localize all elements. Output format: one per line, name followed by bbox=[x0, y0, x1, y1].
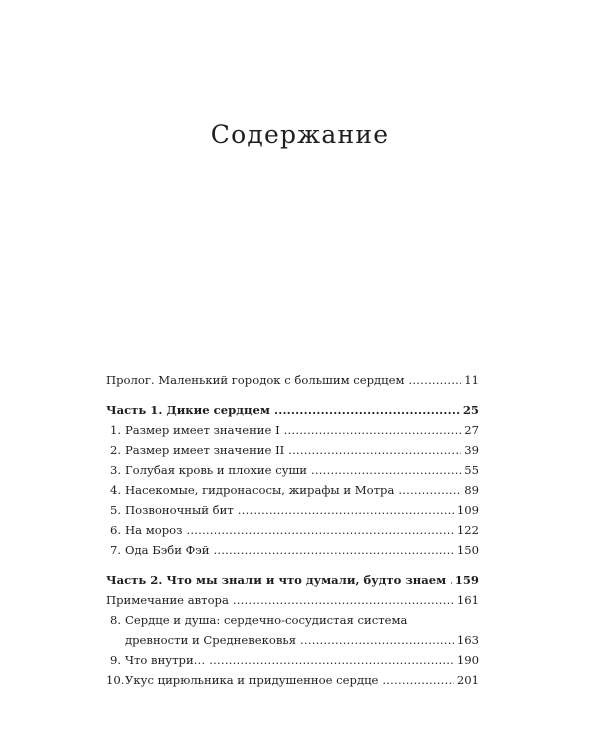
chapter-number: 3. bbox=[109, 463, 121, 477]
toc-entry-part-2 bbox=[106, 570, 479, 590]
chapter-number: 6. bbox=[109, 523, 121, 537]
toc-entry-page: 190 bbox=[456, 653, 479, 667]
chapter-number: 10. bbox=[106, 673, 125, 687]
dot-leader bbox=[288, 440, 461, 460]
toc-entry-chapter-10 bbox=[106, 670, 479, 690]
toc-entry-page: 25 bbox=[462, 403, 479, 417]
toc-entry-page: 159 bbox=[454, 573, 479, 587]
dot-leader bbox=[450, 570, 452, 590]
toc-entry-title bbox=[106, 520, 182, 540]
chapter-title: Насекомые, гидронасосы, жирафы и Мотра bbox=[125, 483, 395, 497]
toc-entry-page: 55 bbox=[464, 463, 479, 477]
toc-entry-page: 163 bbox=[456, 633, 479, 647]
chapter-title: На мороз bbox=[125, 523, 183, 537]
page-title: Содержание bbox=[210, 120, 390, 149]
table-of-contents bbox=[106, 370, 479, 690]
dot-leader bbox=[311, 460, 461, 480]
toc-entry-title bbox=[106, 460, 307, 480]
toc-entry-page: 89 bbox=[464, 483, 479, 497]
toc-entry-title bbox=[106, 420, 280, 440]
chapter-title: Голубая кровь и плохие суши bbox=[125, 463, 308, 477]
dot-leader bbox=[398, 480, 461, 500]
dot-leader bbox=[409, 370, 462, 390]
toc-entry-chapter-6 bbox=[106, 520, 479, 540]
toc-entry-page: 161 bbox=[456, 593, 479, 607]
chapter-number: 7. bbox=[109, 543, 121, 557]
toc-entry-chapter-1 bbox=[106, 420, 479, 440]
toc-entry-title bbox=[106, 650, 205, 670]
toc-entry-title bbox=[106, 440, 284, 460]
chapter-title: Размер имеет значение I bbox=[125, 423, 280, 437]
toc-entry-page: 150 bbox=[456, 543, 479, 557]
chapter-title: Ода Бэби Фэй bbox=[125, 543, 210, 557]
chapter-number: 1. bbox=[109, 423, 121, 437]
chapter-number: 5. bbox=[109, 503, 121, 517]
chapter-number: 2. bbox=[109, 443, 121, 457]
dot-leader bbox=[238, 500, 454, 520]
toc-entry-title bbox=[106, 610, 479, 630]
dot-leader bbox=[214, 540, 454, 560]
toc-entry-chapter-4 bbox=[106, 480, 479, 500]
toc-entry-title: Часть 1. Дикие сердцем bbox=[106, 403, 270, 417]
section-gap bbox=[106, 560, 479, 570]
toc-entry-page: 27 bbox=[464, 423, 479, 437]
dot-leader bbox=[233, 590, 454, 610]
toc-entry-title: Примечание автора bbox=[106, 593, 229, 607]
toc-entry-title bbox=[106, 500, 234, 520]
section-gap bbox=[106, 390, 479, 400]
chapter-title: Сердце и душа: сердечно-сосудистая система bbox=[125, 613, 408, 627]
toc-entry-page: 122 bbox=[456, 523, 479, 537]
toc-entry-chapter-7 bbox=[106, 540, 479, 560]
toc-entry-prologue bbox=[106, 370, 479, 390]
chapter-title: Укус цирюльника и придушенное сердце bbox=[125, 673, 379, 687]
toc-entry-chapter-8-line-1 bbox=[106, 610, 479, 630]
dot-leader bbox=[382, 670, 453, 690]
toc-entry-chapter-2 bbox=[106, 440, 479, 460]
chapter-number: 4. bbox=[109, 483, 121, 497]
toc-entry-title bbox=[106, 480, 394, 500]
toc-entry-page: 201 bbox=[456, 673, 479, 687]
chapter-title: Позвоночный бит bbox=[125, 503, 234, 517]
dot-leader bbox=[186, 520, 453, 540]
chapter-title: Размер имеет значение II bbox=[125, 443, 285, 457]
toc-entry-chapter-5 bbox=[106, 500, 479, 520]
toc-entry-title: Часть 2. Что мы знали и что думали, будто знаем bbox=[106, 573, 447, 587]
toc-entry-page: 39 bbox=[464, 443, 479, 457]
toc-entry-chapter-3 bbox=[106, 460, 479, 480]
toc-entry-authors-note bbox=[106, 590, 479, 610]
chapter-number: 9. bbox=[109, 653, 121, 667]
toc-entry-page: 11 bbox=[464, 373, 479, 387]
toc-entry-part-1 bbox=[106, 400, 479, 420]
chapter-title-continuation: древности и Средневековья bbox=[125, 633, 297, 647]
dot-leader bbox=[300, 630, 454, 650]
toc-entry-chapter-9 bbox=[106, 650, 479, 670]
toc-entry-title bbox=[106, 540, 210, 560]
chapter-number: 8. bbox=[109, 613, 121, 627]
toc-entry-page: 109 bbox=[456, 503, 479, 517]
toc-entry-title bbox=[106, 670, 378, 690]
toc-entry-title: Пролог. Маленький городок с большим сердцем bbox=[106, 373, 405, 387]
dot-leader bbox=[209, 650, 454, 670]
chapter-title: Что внутри… bbox=[125, 653, 206, 667]
dot-leader bbox=[284, 420, 462, 440]
dot-leader bbox=[274, 400, 460, 420]
toc-entry-chapter-8-line-2 bbox=[106, 630, 479, 650]
